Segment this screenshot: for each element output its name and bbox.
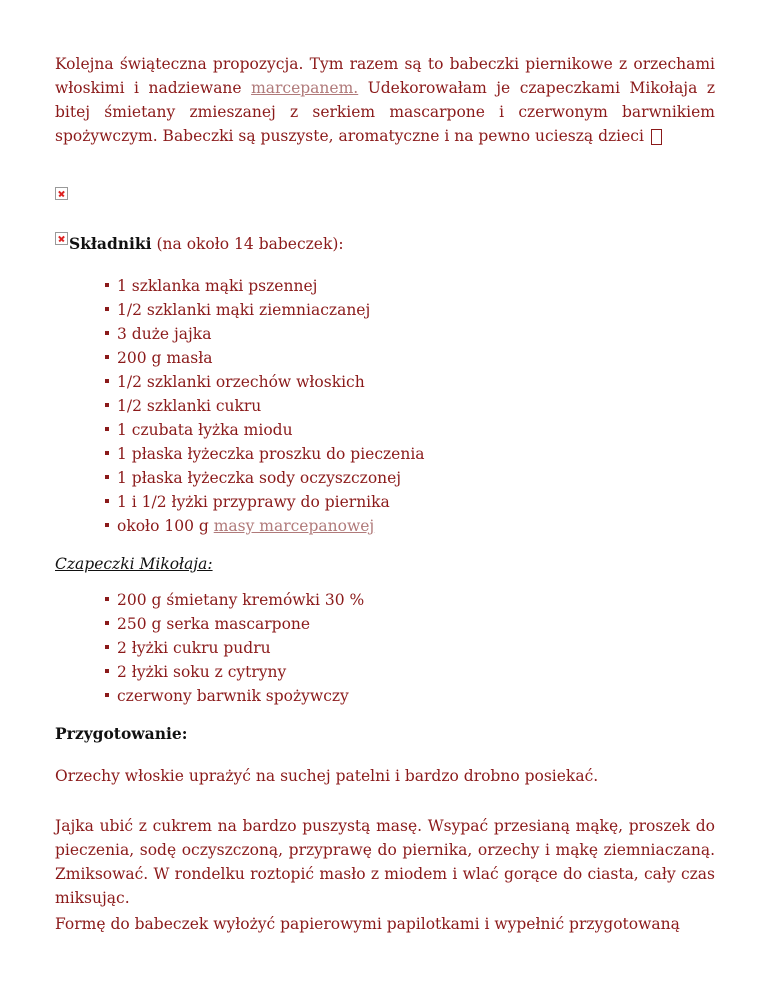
list-item: około 100 g masy marcepanowej [105,514,425,538]
bullet-icon [105,283,109,287]
caps-list [105,588,364,708]
preparation-heading: Przygotowanie: [55,724,188,743]
list-item: 1 płaska łyżeczka sody oczyszczonej [105,466,425,490]
intro-paragraph [55,52,715,148]
missing-emoji-icon [651,129,662,145]
intro-text-1: Kolejna świąteczna propozycja. Tym razem są to babeczki piernikowe z orzechami włoskimi i nadziewane [55,55,715,97]
list-item: 1 czubata łyżka miodu [105,418,425,442]
list-item: 2 łyżki soku z cytryny [105,660,364,684]
bullet-icon [105,379,109,383]
bullet-icon [105,669,109,673]
list-item: 1/2 szklanki cukru [105,394,425,418]
masa-marcepanowa-link[interactable]: masy marcepanowej [213,517,375,535]
list-item: 1 płaska łyżeczka proszku do pieczenia [105,442,425,466]
bullet-icon [105,523,109,527]
broken-image-icon [55,232,68,245]
bullet-icon [105,693,109,697]
bullet-icon [105,403,109,407]
broken-image-icon [55,187,68,200]
list-item: 1/2 szklanki orzechów włoskich [105,370,425,394]
intro-text-2: Udekorowałam je czapeczkami Mikołaja z bitej śmietany zmieszanej z serkiem mascarpone i czerwonym barwnikiem spożywczym. Babeczki są puszyste, aromatyczne i na pewno ucieszą dzieci [55,79,715,145]
list-item: 3 duże jajka [105,322,425,346]
bullet-icon [105,331,109,335]
bullet-icon [105,645,109,649]
ingredients-subtitle: (na około 14 babeczek): [151,235,344,253]
ingredients-heading [55,232,344,256]
preparation-paragraph: Formę do babeczek wyłożyć papierowymi papilotkami i wypełnić przygotowaną [55,915,680,933]
bullet-icon [105,475,109,479]
marcepan-link[interactable]: marcepanem. [251,79,359,97]
list-item: czerwony barwnik spożywczy [105,684,364,708]
list-item: 250 g serka mascarpone [105,612,364,636]
bullet-icon [105,427,109,431]
preparation-paragraph: Jajka ubić z cukrem na bardzo puszystą masę. Wsypać przesianą mąkę, proszek do pieczenia, sodę oczyszczoną, przyprawę do piernika, orzechy i mąkę ziemniaczaną. Zmiksować. W rondelku roztopić masło z miodem i wlać gorące do ciasta, cały czas miksując. [55,817,715,907]
bullet-icon [105,451,109,455]
caps-heading: Czapeczki Mikołaja: [55,555,213,573]
bullet-icon [105,355,109,359]
bullet-icon [105,307,109,311]
bullet-icon [105,597,109,601]
preparation-paragraph: Orzechy włoskie uprażyć na suchej patelni i bardzo drobno posiekać. [55,767,599,785]
ingredients-title: Składniki [69,234,152,253]
list-item: 200 g śmietany kremówki 30 % [105,588,364,612]
list-item: 1 szklanka mąki pszennej [105,274,425,298]
ingredients-list [105,274,425,538]
bullet-icon [105,621,109,625]
list-item: 200 g masła [105,346,425,370]
list-item: 2 łyżki cukru pudru [105,636,364,660]
bullet-icon [105,499,109,503]
list-item: 1/2 szklanki mąki ziemniaczanej [105,298,425,322]
list-item: 1 i 1/2 łyżki przyprawy do piernika [105,490,425,514]
